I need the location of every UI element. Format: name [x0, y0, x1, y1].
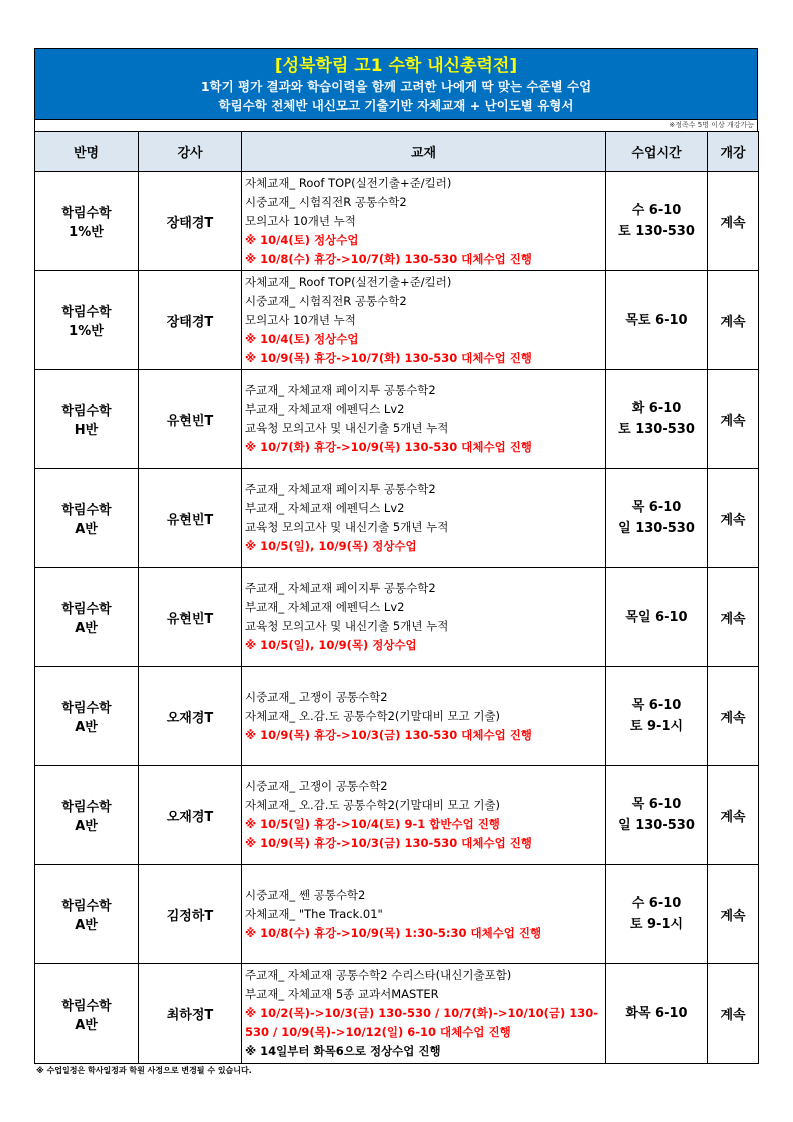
material-line: 부교재_ 자체교재 에펜딕스 Lv2 [245, 600, 405, 614]
material-line: 교육청 모의고사 및 내신기출 5개년 누적 [245, 619, 449, 633]
class-time-cell [606, 766, 708, 865]
col-time: 수업시간 [606, 132, 708, 172]
table-row [35, 865, 759, 964]
footnote: ※ 수업일정은 학사일정과 학원 사정으로 변경될 수 있습니다. [36, 1066, 252, 1075]
teacher-cell: 장태경T [139, 271, 242, 370]
class-time-cell [606, 271, 708, 370]
teacher-cell: 오재경T [139, 766, 242, 865]
material-line: 부교재_ 자체교재 에펜딕스 Lv2 [245, 501, 405, 515]
schedule-change-note: ※ 10/7(화) 휴강->10/9(목) 130-530 대체수업 진행 [245, 440, 532, 454]
class-name-line: 학림수학 [61, 305, 112, 320]
class-name-line: 학림수학 [61, 602, 112, 617]
material-line: 시중교재_ 시험직전R 공통수학2 [245, 293, 407, 308]
material-line: 자체교재_ Roof TOP(실전기출+준/킬러) [245, 274, 452, 289]
class-time-cell [606, 172, 708, 271]
class-time-cell [606, 964, 708, 1064]
material-line: 모의고사 10개년 누적 [245, 213, 356, 228]
class-time-line: 일 130-530 [618, 818, 695, 833]
start-status-cell: 계속 [708, 370, 759, 469]
class-name-cell [35, 568, 139, 667]
materials-cell [242, 469, 606, 568]
class-name-line: 학림수학 [61, 998, 112, 1014]
class-name-line: 1%반 [69, 225, 104, 240]
class-name-cell [35, 865, 139, 964]
class-time-line: 목 6-10 [631, 698, 682, 713]
materials-cell [242, 271, 606, 370]
table-row [35, 568, 759, 667]
schedule-change-note: ※ 10/8(수) 휴강->10/9(목) 1:30-5:30 대체수업 진행 [245, 925, 542, 940]
material-line: 자체교재_ Roof TOP(실전기출+준/킬러) [245, 175, 452, 190]
class-time-line: 화목 6-10 [625, 1006, 688, 1021]
table-row [35, 271, 759, 370]
class-time-cell [606, 568, 708, 667]
class-name-line: A반 [75, 819, 98, 834]
class-name-cell [35, 172, 139, 271]
table-header-row [35, 132, 759, 172]
material-line: 부교재_ 자체교재 에펜딕스 Lv2 [245, 402, 405, 416]
banner-subtitle-1: 1학기 평가 결과와 학습이력을 함께 고려한 나에게 딱 맞는 수준별 수업 [200, 79, 592, 94]
table-row [35, 964, 759, 1064]
schedule-sheet [34, 48, 758, 1064]
materials-cell [242, 370, 606, 469]
schedule-change-note: ※ 10/5(일) 휴강->10/4(토) 9-1 합반수업 진행 [245, 817, 500, 831]
material-line: 자체교재_ 오.감.도 공통수학2(기말대비 모고 기출) [245, 798, 501, 812]
class-name-line: A반 [75, 522, 98, 537]
class-time-line: 목 6-10 [631, 797, 682, 812]
table-row [35, 667, 759, 766]
class-time-cell [606, 469, 708, 568]
schedule-change-note: ※ 10/9(목) 휴강->10/3(금) 130-530 대체수업 진행 [245, 836, 532, 850]
class-time-line: 수 6-10 [631, 896, 682, 911]
class-name-line: A반 [75, 1017, 98, 1033]
class-time-line: 토 130-530 [618, 422, 695, 437]
schedule-change-note: ※ 10/4(토) 정상수업 [245, 232, 359, 247]
class-name-line: 학림수학 [61, 503, 112, 518]
schedule-change-note: ※ 10/9(목) 휴강->10/7(화) 130-530 대체수업 진행 [245, 350, 532, 365]
class-time-line: 화 6-10 [631, 401, 682, 416]
class-time-cell [606, 865, 708, 964]
start-status-cell: 계속 [708, 766, 759, 865]
class-time-cell [606, 370, 708, 469]
col-class: 반명 [35, 132, 139, 172]
table-row [35, 766, 759, 865]
banner-subtitle-2: 학림수학 전체반 내신모고 기출기반 자체교재 + 난이도별 유형서 [218, 98, 574, 113]
schedule-note: ※ 14일부터 화목6으로 정상수업 진행 [245, 1044, 441, 1058]
col-materials: 교재 [242, 132, 606, 172]
material-line: 주교재_ 자체교재 공통수학2 수리스타(내신기출포함) [245, 968, 512, 982]
materials-cell [242, 766, 606, 865]
class-name-line: 학림수학 [61, 800, 112, 815]
schedule-change-note: ※ 10/4(토) 정상수업 [245, 331, 359, 346]
class-time-cell [606, 667, 708, 766]
materials-cell [242, 865, 606, 964]
class-name-cell [35, 766, 139, 865]
class-time-line: 토 9-1시 [629, 719, 684, 734]
teacher-cell: 오재경T [139, 667, 242, 766]
material-line: 부교재_ 자체교재 5종 교과서MASTER [245, 987, 439, 1001]
class-time-line: 토 9-1시 [629, 917, 684, 932]
teacher-cell: 최하정T [139, 964, 242, 1064]
minimum-enrollment-note: ※정족수 5명 이상 개강가능 [34, 120, 758, 131]
material-line: 시중교재_ 고쟁이 공통수학2 [245, 689, 388, 704]
material-line: 교육청 모의고사 및 내신기출 5개년 누적 [245, 421, 449, 435]
class-time-line: 목일 6-10 [625, 609, 688, 625]
material-line: 모의고사 10개년 누적 [245, 312, 356, 327]
table-row [35, 469, 759, 568]
teacher-cell: 유현빈T [139, 568, 242, 667]
material-line: 시중교재_ 시험직전R 공통수학2 [245, 194, 407, 209]
teacher-cell: 장태경T [139, 172, 242, 271]
materials-cell [242, 172, 606, 271]
class-name-line: 1%반 [69, 324, 104, 339]
materials-cell [242, 667, 606, 766]
class-name-cell [35, 667, 139, 766]
material-line: 교육청 모의고사 및 내신기출 5개년 누적 [245, 520, 449, 534]
materials-cell [242, 568, 606, 667]
banner-title: [성북학림 고1 수학 내신총력전] [274, 56, 518, 76]
material-line: 주교재_ 자체교재 페이지투 공통수학2 [245, 383, 436, 397]
col-teacher: 강사 [139, 132, 242, 172]
teacher-cell: 유현빈T [139, 469, 242, 568]
start-status-cell: 계속 [708, 568, 759, 667]
class-name-line: 학림수학 [61, 404, 112, 419]
schedule-change-note: ※ 10/5(일), 10/9(목) 정상수업 [245, 539, 417, 553]
table-body [35, 172, 759, 1064]
material-line: 주교재_ 자체교재 페이지투 공통수학2 [245, 482, 436, 496]
class-name-line: H반 [74, 423, 99, 438]
teacher-cell: 유현빈T [139, 370, 242, 469]
class-name-line: 학림수학 [61, 206, 112, 221]
class-time-line: 목토 6-10 [625, 312, 688, 328]
class-name-line: A반 [75, 621, 98, 636]
material-line: 주교재_ 자체교재 페이지투 공통수학2 [245, 581, 436, 595]
start-status-cell: 계속 [708, 964, 759, 1064]
start-status-cell: 계속 [708, 667, 759, 766]
schedule-change-note: ※ 10/8(수) 휴강->10/7(화) 130-530 대체수업 진행 [245, 251, 532, 266]
class-time-line: 목 6-10 [631, 500, 682, 515]
start-status-cell: 계속 [708, 271, 759, 370]
materials-cell [242, 964, 606, 1064]
schedule-change-note: ※ 10/5(일), 10/9(목) 정상수업 [245, 638, 417, 652]
class-name-cell [35, 469, 139, 568]
schedule-change-note: ※ 10/9(목) 휴강->10/3(금) 130-530 대체수업 진행 [245, 727, 532, 742]
class-time-line: 토 130-530 [618, 224, 695, 239]
table-row [35, 172, 759, 271]
material-line: 자체교재_ "The Track.01" [245, 906, 383, 921]
class-name-cell [35, 964, 139, 1064]
material-line: 자체교재_ 오.감.도 공통수학2(기말대비 모고 기출) [245, 708, 501, 723]
class-name-cell [35, 271, 139, 370]
class-name-line: A반 [75, 918, 98, 933]
col-start: 개강 [708, 132, 759, 172]
class-name-cell [35, 370, 139, 469]
class-time-line: 수 6-10 [631, 203, 682, 218]
start-status-cell: 계속 [708, 469, 759, 568]
class-table [34, 131, 759, 1064]
banner [34, 48, 758, 120]
teacher-cell: 김정하T [139, 865, 242, 964]
schedule-change-note: ※ 10/2(목)->10/3(금) 130-530 / 10/7(화)->10/10(금) 130-530 / 10/9(목)->10/12(일) 6-10 대체수업 진행 [245, 1006, 599, 1039]
start-status-cell: 계속 [708, 172, 759, 271]
class-name-line: 학림수학 [61, 899, 112, 914]
material-line: 시중교재_ 고쟁이 공통수학2 [245, 779, 388, 793]
start-status-cell: 계속 [708, 865, 759, 964]
class-time-line: 일 130-530 [618, 521, 695, 536]
class-name-line: 학림수학 [61, 701, 112, 716]
material-line: 시중교재_ 쎈 공통수학2 [245, 887, 366, 902]
class-name-line: A반 [75, 720, 98, 735]
table-row [35, 370, 759, 469]
